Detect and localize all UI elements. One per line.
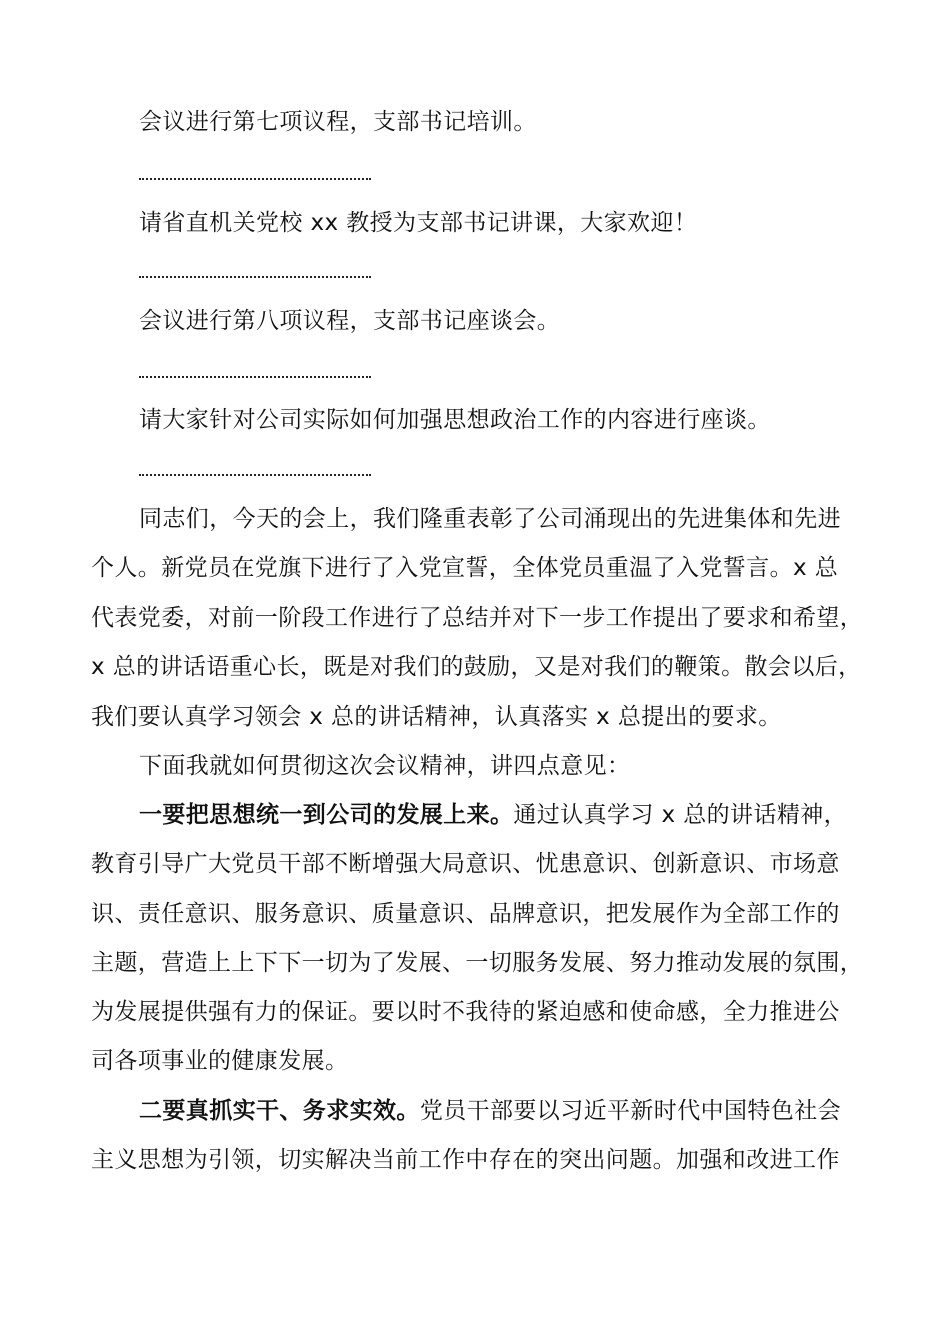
intro-line: 下面我就如何贯彻这次会议精神，讲四点意见： [139, 753, 631, 779]
agenda-lecture: 请省直机关党校 xx 教授为支部书记讲课，大家欢迎！ [139, 210, 698, 236]
point-one-heading: 一要把思想统一到公司的发展上来。 [139, 802, 514, 828]
agenda-discussion: 请大家针对公司实际如何加强思想政治工作的内容进行座谈。 [139, 407, 771, 433]
point-two-heading: 二要真抓实干、务求实效。 [139, 1098, 420, 1124]
agenda-item-7: 会议进行第七项议程，支部书记培训。 [139, 109, 537, 135]
point-one-line: 识、责任意识、服务意识、质量意识、品牌意识，把发展作为全部工作的 [91, 901, 840, 927]
point-one-line: 主题，营造上上下下一切为了发展、一切服务发展、努力推动发展的氛围， [91, 950, 864, 976]
point-two-text: 党员干部要以习近平新时代中国特色社会 [419, 1098, 842, 1124]
agenda-item-8: 会议进行第八项议程，支部书记座谈会。 [139, 308, 561, 334]
point-two-first-line [139, 1096, 950, 1126]
summary-line: 代表党委，对前一阶段工作进行了总结并对下一步工作提出了要求和希望， [91, 605, 864, 631]
point-two-line: 主义思想为引领，切实解决当前工作中存在的突出问题。加强和改进工作 [91, 1147, 840, 1173]
point-one-line: 教育引导广大党员干部不断增强大局意识、忧患意识、创新意识、市场意 [91, 851, 840, 877]
ellipsis-divider [139, 376, 371, 378]
ellipsis-divider [139, 178, 371, 180]
point-one-first-line [139, 800, 950, 830]
ellipsis-divider [139, 276, 371, 278]
summary-line: x 总的讲话语重心长，既是对我们的鼓励，又是对我们的鞭策。散会以后， [91, 654, 862, 680]
point-one-text: 通过认真学习 x 总的讲话精神， [513, 802, 848, 828]
summary-line: 我们要认真学习领会 x 总的讲话精神，认真落实 x 总提出的要求。 [91, 704, 782, 730]
summary-line: 个人。新党员在党旗下进行了入党宣誓，全体党员重温了入党誓言。x 总 [91, 555, 839, 581]
point-one-line: 司各项事业的健康发展。 [91, 1048, 349, 1074]
point-one-line: 为发展提供强有力的保证。要以时不我待的紧迫感和使命感，全力推进公 [91, 999, 840, 1025]
ellipsis-divider [139, 474, 371, 476]
summary-line: 同志们，今天的会上，我们隆重表彰了公司涌现出的先进集体和先进 [139, 506, 841, 532]
